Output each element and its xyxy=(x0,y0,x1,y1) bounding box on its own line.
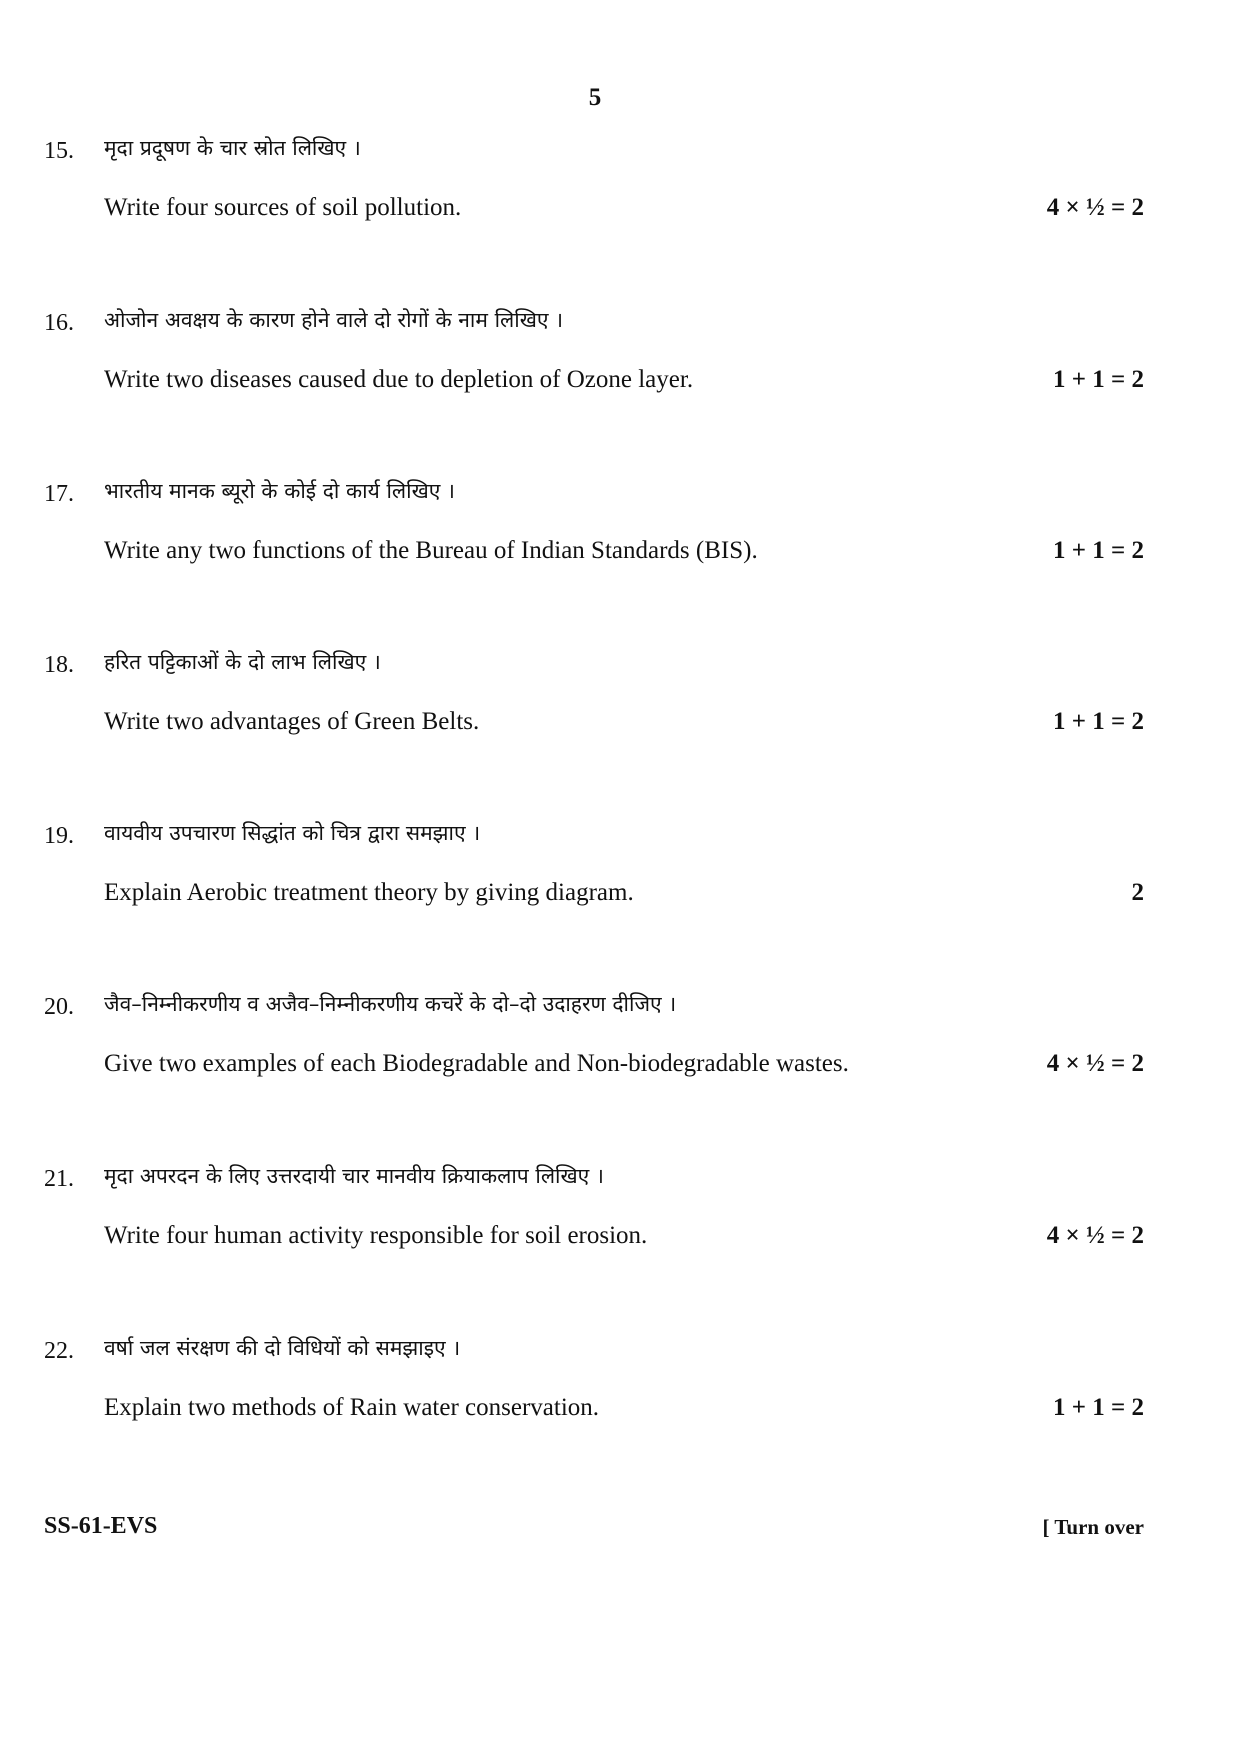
question-english: Write two advantages of Green Belts. xyxy=(104,708,480,735)
question-hindi: हरित पट्टिकाओं के दो लाभ लिखिए । xyxy=(104,650,381,674)
question-22 xyxy=(44,1334,1144,1430)
question-hindi: वायवीय उपचारण सिद्धांत को चित्र द्वारा समझाए । xyxy=(104,821,481,845)
question-number: 16. xyxy=(44,310,74,336)
question-15 xyxy=(44,134,1144,230)
question-marks: 4 × ½ = 2 xyxy=(1046,194,1144,221)
question-english: Explain two methods of Rain water conservation. xyxy=(104,1394,600,1421)
question-number: 20. xyxy=(44,994,74,1020)
question-number: 22. xyxy=(44,1338,74,1364)
question-17 xyxy=(44,477,1144,573)
question-marks: 2 xyxy=(1131,879,1144,906)
question-marks: 1 + 1 = 2 xyxy=(1053,537,1144,564)
question-hindi: मृदा प्रदूषण के चार स्रोत लिखिए । xyxy=(104,136,361,160)
question-english: Write any two functions of the Bureau of Indian Standards (BIS). xyxy=(104,537,758,564)
question-number: 18. xyxy=(44,652,74,678)
question-english: Write two diseases caused due to depletion of Ozone layer. xyxy=(104,366,694,393)
question-marks: 4 × ½ = 2 xyxy=(1046,1222,1144,1249)
question-english: Write four sources of soil pollution. xyxy=(104,194,462,221)
page-number: 5 xyxy=(588,84,602,111)
question-number: 17. xyxy=(44,481,74,507)
question-number: 15. xyxy=(44,138,74,164)
question-16 xyxy=(44,306,1144,402)
question-hindi: मृदा अपरदन के लिए उत्तरदायी चार मानवीय क्रियाकलाप लिखिए । xyxy=(104,1164,604,1188)
question-18 xyxy=(44,648,1144,744)
question-number: 21. xyxy=(44,1166,74,1192)
question-hindi: वर्षा जल संरक्षण की दो विधियों को समझाइए । xyxy=(104,1336,461,1360)
question-english: Give two examples of each Biodegradable and Non-biodegradable wastes. xyxy=(104,1050,849,1077)
turn-over-note: [ Turn over xyxy=(1042,1515,1144,1539)
question-marks: 1 + 1 = 2 xyxy=(1053,708,1144,735)
paper-code: SS-61-EVS xyxy=(44,1513,158,1539)
question-21 xyxy=(44,1162,1144,1258)
question-marks: 4 × ½ = 2 xyxy=(1046,1050,1144,1077)
question-19 xyxy=(44,819,1144,915)
question-hindi: ओजोन अवक्षय के कारण होने वाले दो रोगों के नाम लिखिए । xyxy=(104,308,564,332)
question-marks: 1 + 1 = 2 xyxy=(1053,366,1144,393)
question-hindi: भारतीय मानक ब्यूरो के कोई दो कार्य लिखिए । xyxy=(104,479,456,503)
question-english: Explain Aerobic treatment theory by giving diagram. xyxy=(104,879,634,906)
question-marks: 1 + 1 = 2 xyxy=(1053,1394,1144,1421)
question-number: 19. xyxy=(44,823,74,849)
question-hindi: जैव–निम्नीकरणीय व अजैव–निम्नीकरणीय कचरें के दो–दो उदाहरण दीजिए । xyxy=(104,992,677,1016)
question-20 xyxy=(44,990,1144,1086)
question-english: Write four human activity responsible for soil erosion. xyxy=(104,1222,648,1249)
